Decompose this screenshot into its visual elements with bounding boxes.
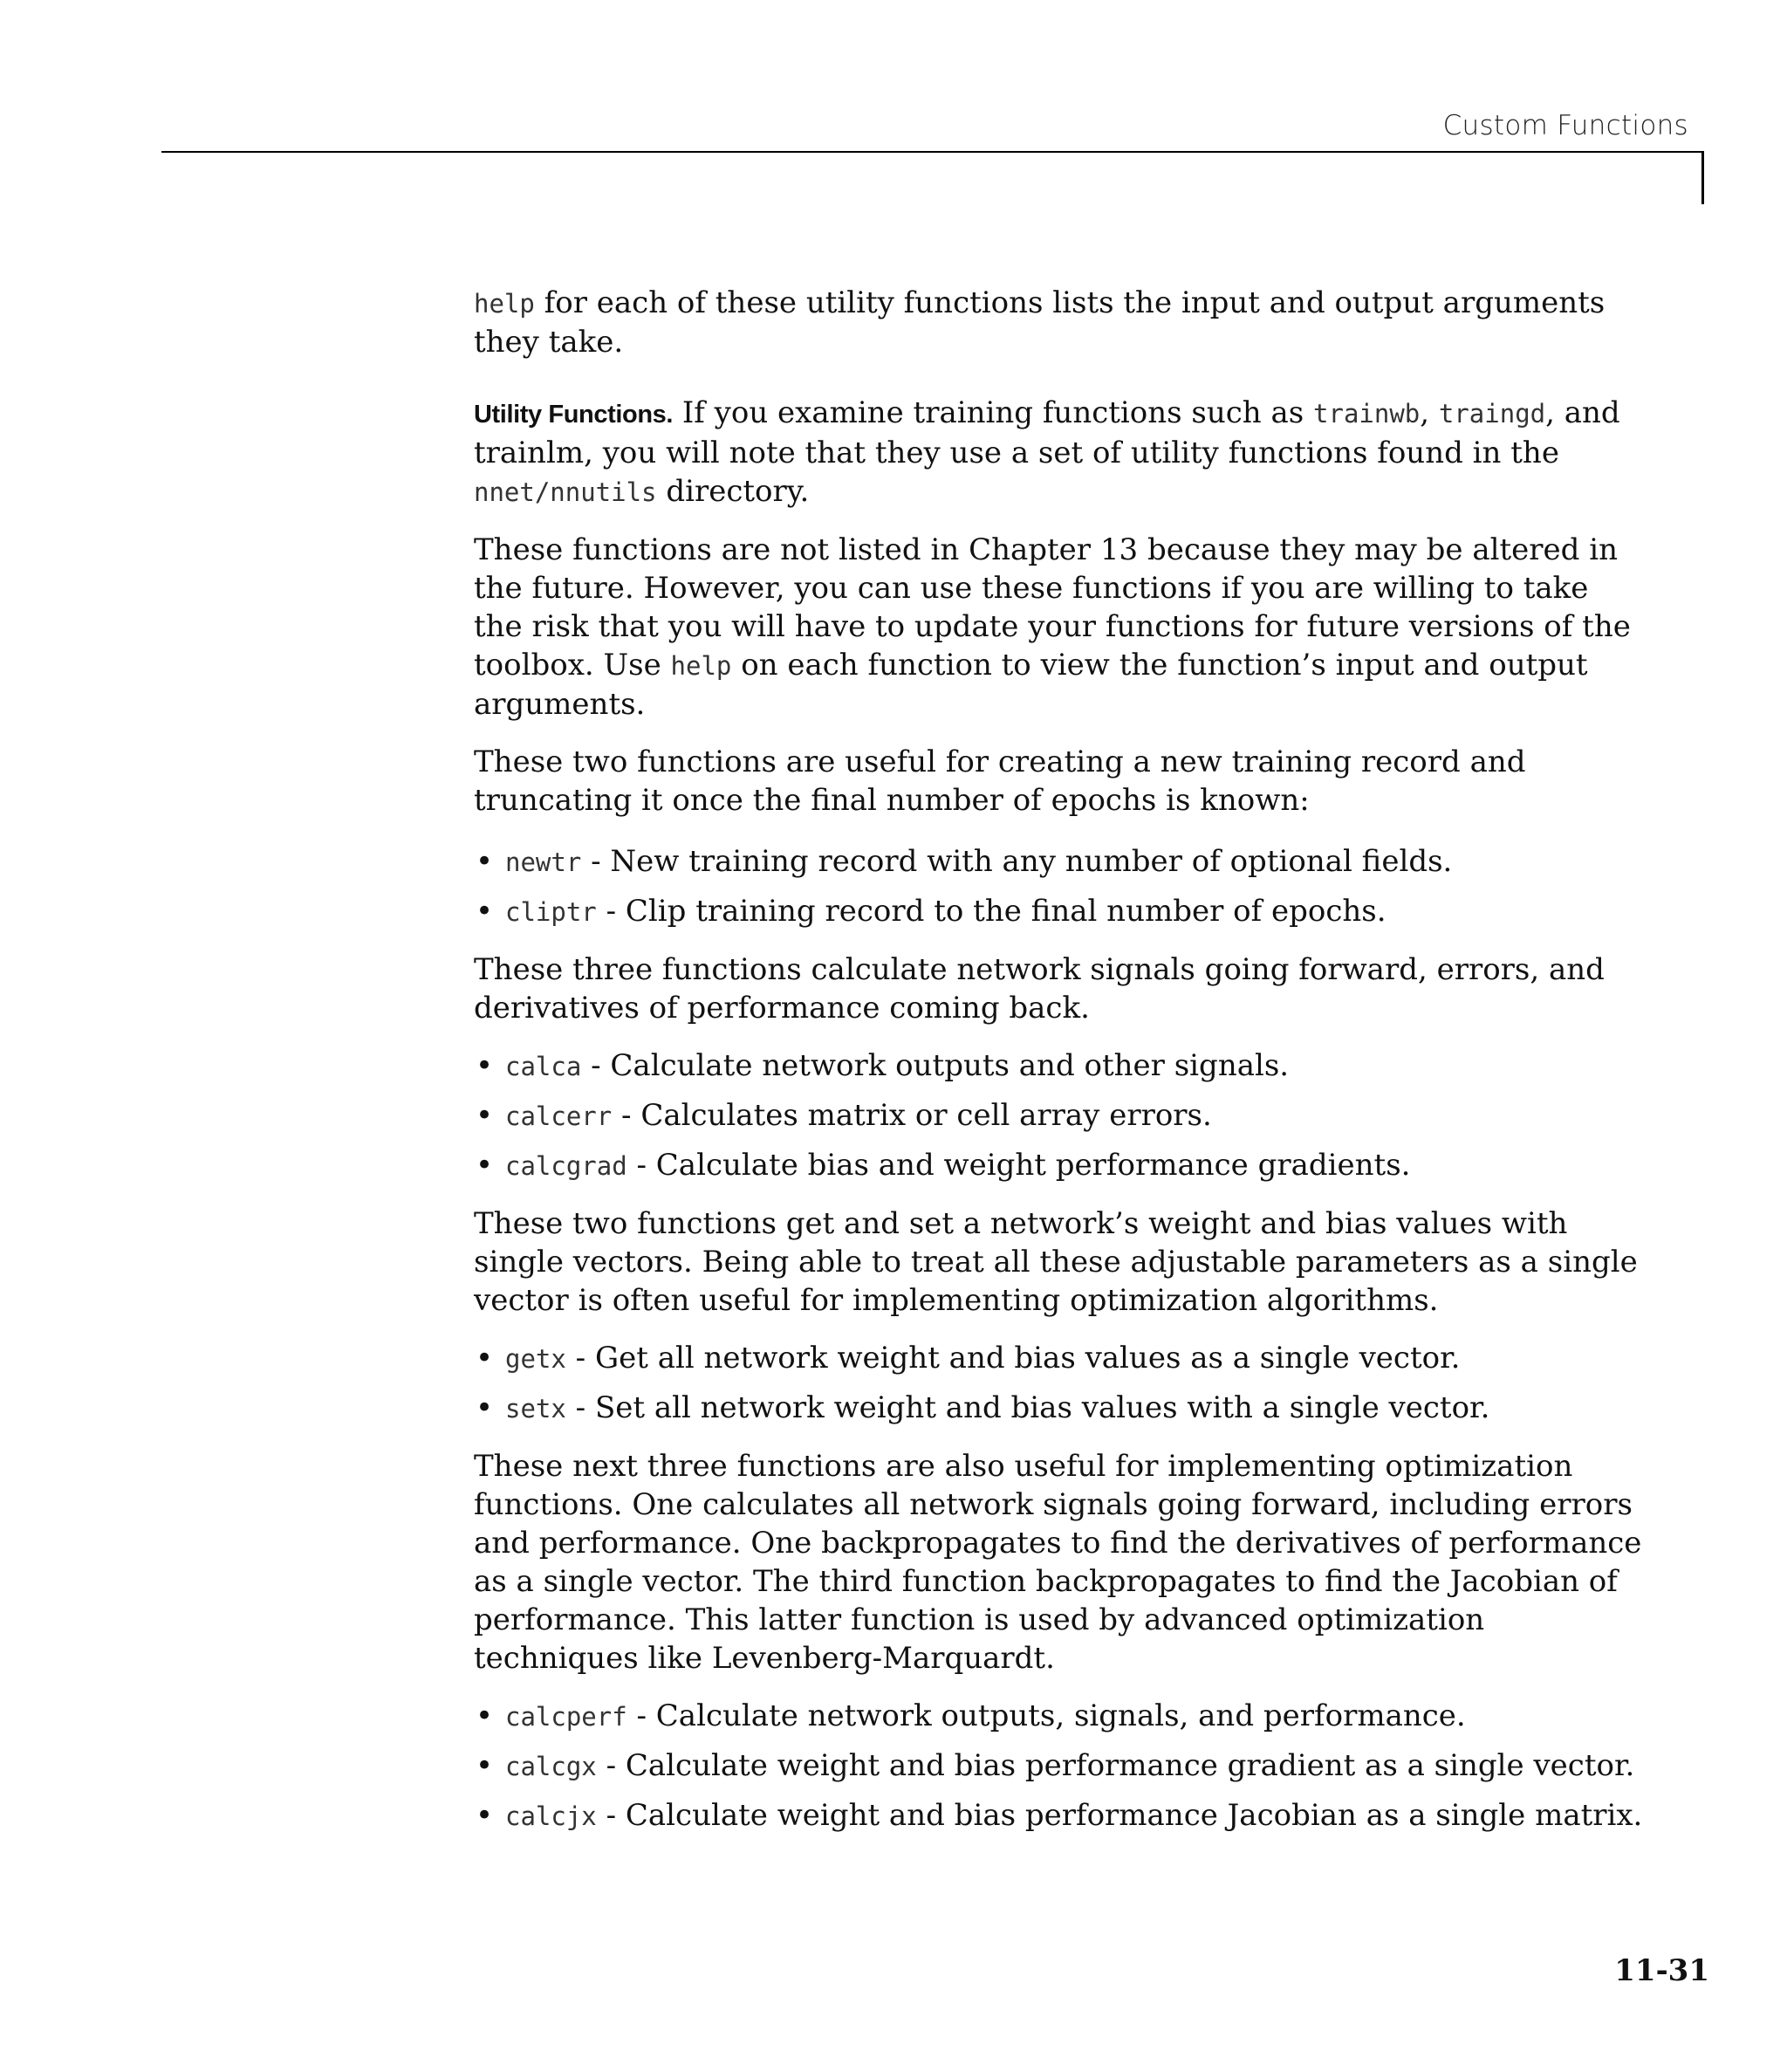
code-calcerr: calcerr bbox=[505, 1101, 613, 1131]
list-item-text: - New training record with any number of optional fields. bbox=[581, 844, 1453, 879]
code-calcgx: calcgx bbox=[505, 1752, 597, 1781]
list-training-record bbox=[474, 842, 1643, 931]
code-trainwb: trainwb bbox=[1313, 399, 1421, 429]
list-item-text: - Calculate bias and weight performance gradients. bbox=[626, 1148, 1411, 1183]
paragraph-network-signals: These three functions calculate network signals going forward, errors, and derivatives of performance coming back. bbox=[474, 952, 1605, 1026]
page-content bbox=[474, 284, 1643, 1835]
list-item-text: - Clip training record to the final number of epochs. bbox=[596, 894, 1386, 929]
code-setx: setx bbox=[505, 1394, 566, 1424]
list-item-text: - Set all network weight and bias values with a single vector. bbox=[565, 1390, 1490, 1425]
paragraph-training-record: These two functions are useful for creating a new training record and truncating it once the final number of epochs is known: bbox=[474, 744, 1526, 818]
paragraph-chapter-note bbox=[474, 531, 1643, 724]
list-item-text: - Calculate weight and bias performance Jacobian as a single matrix. bbox=[596, 1798, 1643, 1833]
paragraph-text: for each of these utility functions lists the input and output arguments they take. bbox=[474, 285, 1606, 360]
list-item-text: - Calculate weight and bias performance gradient as a single vector. bbox=[596, 1748, 1635, 1783]
bullet-icon: • bbox=[476, 1698, 494, 1733]
paragraph-weight-vectors: These two functions get and set a network’s weight and bias values with single vectors. Being able to treat all these adjustable parameters as a single vector is often useful for implementing optimization algorithms. bbox=[474, 1206, 1638, 1318]
code-newtr: newtr bbox=[505, 847, 582, 877]
paragraph-text: directory. bbox=[656, 474, 810, 509]
bullet-icon: • bbox=[476, 1098, 494, 1133]
paragraph-text: on each function to view the function’s input and output arguments. bbox=[474, 648, 1588, 722]
list-item-text: - Calculate network outputs and other signals. bbox=[581, 1048, 1290, 1083]
bullet-icon: • bbox=[476, 1341, 494, 1376]
paragraph-text: If you examine training functions such as bbox=[673, 395, 1314, 430]
list-item bbox=[474, 1339, 1643, 1378]
code-nnutils: nnet/nnutils bbox=[474, 477, 657, 507]
list-item-text: - Calculates matrix or cell array errors. bbox=[612, 1098, 1212, 1133]
paragraph-text: These functions are not listed in Chapter 13 because they may be altered in the future. However, you can use these functions if you are willing to take the risk that you will have to update your functions for future versions of the toolbox. Use bbox=[474, 532, 1631, 683]
bullet-icon: • bbox=[476, 844, 494, 879]
list-item bbox=[474, 892, 1643, 931]
list-item-text: - Calculate network outputs, signals, and performance. bbox=[626, 1698, 1466, 1733]
run-in-heading: Utility Functions. bbox=[474, 401, 674, 429]
list-item bbox=[474, 1096, 1643, 1135]
paragraph-optimization: These next three functions are also useful for implementing optimization functions. One calculates all network signals going forward, including errors and performance. One backpropagates to find the derivatives of performance as a single vector. The third function backpropagates to find the Jacobian of performance. This latter function is used by advanced optimization techniques like Levenberg-Marquardt. bbox=[474, 1449, 1642, 1676]
code-help: help bbox=[474, 289, 535, 319]
list-item bbox=[474, 1146, 1643, 1185]
list-network-signals bbox=[474, 1046, 1643, 1185]
code-calcgrad: calcgrad bbox=[505, 1151, 627, 1181]
bullet-icon: • bbox=[476, 1748, 494, 1783]
bullet-icon: • bbox=[476, 1148, 494, 1183]
page-number: 11-31 bbox=[1614, 1953, 1709, 1988]
paragraph-help-note bbox=[474, 284, 1643, 361]
list-item bbox=[474, 1046, 1643, 1086]
bullet-icon: • bbox=[476, 894, 494, 929]
header-tick bbox=[1701, 151, 1704, 204]
bullet-icon: • bbox=[476, 1798, 494, 1833]
list-optimization bbox=[474, 1697, 1643, 1835]
code-getx: getx bbox=[505, 1344, 566, 1374]
code-traingd: traingd bbox=[1438, 399, 1546, 429]
list-item bbox=[474, 1697, 1643, 1736]
bullet-icon: • bbox=[476, 1048, 494, 1083]
code-help: help bbox=[670, 651, 732, 681]
list-item-text: - Get all network weight and bias values as a single vector. bbox=[565, 1341, 1461, 1376]
list-weight-vectors bbox=[474, 1339, 1643, 1428]
list-item bbox=[474, 1746, 1643, 1786]
paragraph-text: , and trainlm, you will note that they use a set of utility functions found in the bbox=[474, 395, 1620, 470]
running-head: Custom Functions bbox=[1442, 110, 1688, 141]
paragraph-utility-functions bbox=[474, 394, 1643, 511]
header-rule bbox=[161, 151, 1703, 153]
list-item bbox=[474, 842, 1643, 882]
code-calca: calca bbox=[505, 1052, 582, 1081]
code-calcjx: calcjx bbox=[505, 1801, 597, 1831]
list-item bbox=[474, 1389, 1643, 1428]
paragraph-text: , bbox=[1420, 395, 1439, 430]
list-item bbox=[474, 1796, 1643, 1835]
code-calcperf: calcperf bbox=[505, 1702, 627, 1732]
code-cliptr: cliptr bbox=[505, 897, 597, 927]
bullet-icon: • bbox=[476, 1390, 494, 1425]
